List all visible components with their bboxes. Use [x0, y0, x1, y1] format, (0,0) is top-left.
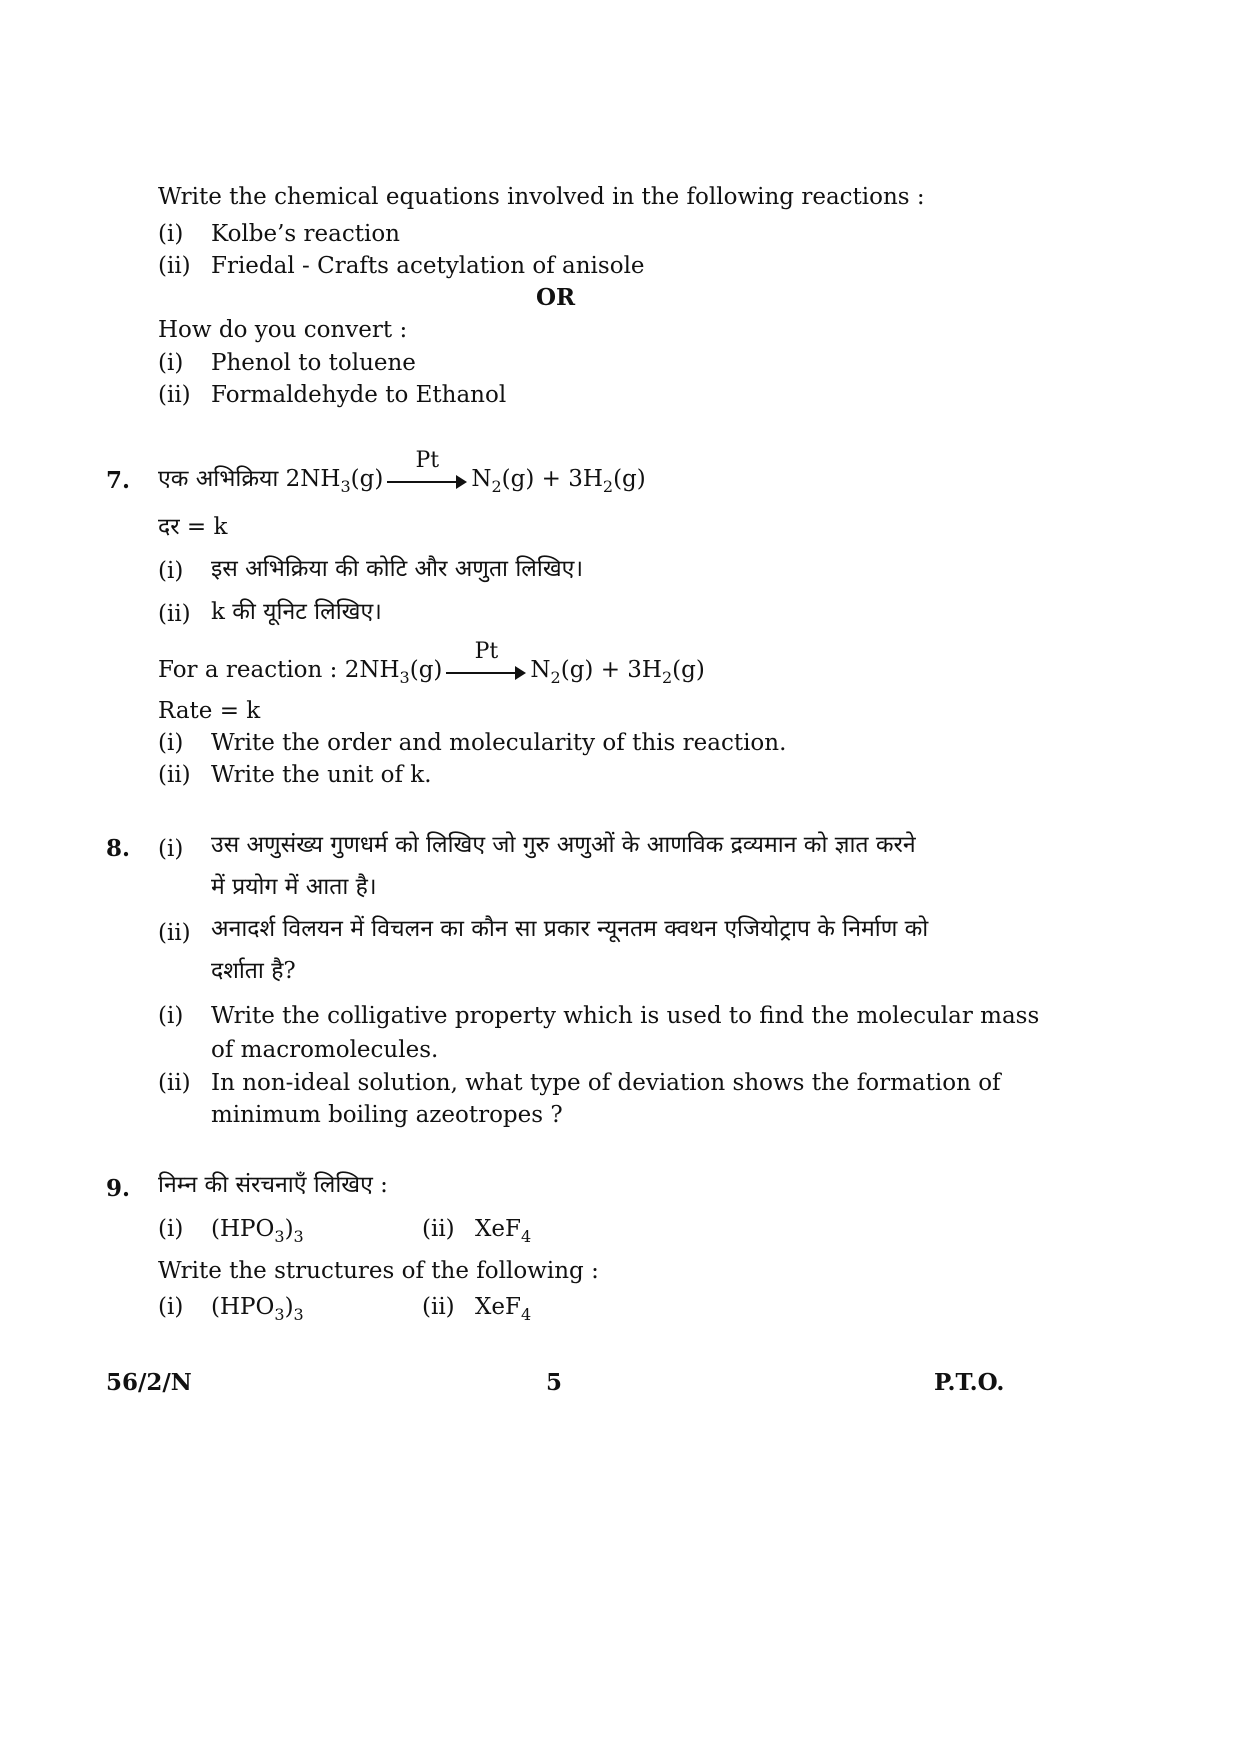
reactant: $2NH_3(g)$ [344, 657, 443, 687]
carryover-alt-item-i: Phenol to toluene [211, 350, 416, 376]
q7-english-prefix: For a reaction : [158, 657, 338, 683]
q7-hindi-equation [158, 448, 646, 496]
q8-english-label-ii: (ii) [158, 1070, 191, 1096]
q7-english-label-ii: (ii) [158, 762, 191, 788]
carryover-label-ii: (ii) [158, 253, 191, 279]
catalyst-label: Pt [415, 448, 440, 473]
q7-english-label-i: (i) [158, 730, 184, 756]
q8-hindi-item-ii-line1: अनादर्श विलयन में विचलन का कौन सा प्रकार न्यूनतम क्वथन एजियोट्राप के निर्माण को [211, 916, 929, 942]
q9-hindi-formula-xef4: XeF$_4$ [475, 1216, 532, 1246]
question-number-7: 7. [106, 467, 131, 494]
q9-english-formula-hpo3: $(HPO_3)_3$ [211, 1294, 304, 1324]
question-number-8: 8. [106, 835, 131, 862]
q8-hindi-item-i-line1: उस अणुसंख्य गुणधर्म को लिखिए जो गुरु अणुओं के आणविक द्रव्यमान को ज्ञात करने [211, 832, 916, 858]
q9-hindi-formula-hpo3: $(HPO_3)_3$ [211, 1216, 304, 1246]
q7-english-rate: Rate = k [158, 698, 261, 724]
or-divider: OR [536, 284, 576, 311]
q8-english-item-ii-line1: In non-ideal solution, what type of deviation shows the formation of [211, 1070, 1001, 1096]
reactant: $2NH_3(g)$ [285, 466, 384, 496]
products: $N_2(g) + 3H_2(g)$ [471, 466, 646, 496]
q8-english-label-i: (i) [158, 1003, 184, 1029]
q8-hindi-item-i-line2: में प्रयोग में आता है। [211, 874, 377, 900]
catalyst-label: Pt [474, 639, 499, 664]
q7-english-item-ii: Write the unit of k. [211, 762, 432, 788]
q9-hindi-intro: निम्न की संरचनाएँ लिखिए : [158, 1172, 388, 1198]
carryover-label-i: (i) [158, 221, 184, 247]
q9-english-label-ii: (ii) [422, 1294, 455, 1320]
carryover-alt-label-i: (i) [158, 350, 184, 376]
carryover-alt-intro: How do you convert : [158, 317, 408, 343]
carryover-alt-item-ii: Formaldehyde to Ethanol [211, 382, 507, 408]
paper-code: 56/2/N [106, 1369, 192, 1396]
q7-hindi-label-ii: (ii) [158, 601, 191, 627]
q8-english-item-ii-line2: minimum boiling azeotropes ? [211, 1102, 563, 1128]
q7-english-item-i: Write the order and molecularity of this reaction. [211, 730, 787, 756]
carryover-intro: Write the chemical equations involved in the following reactions : [158, 184, 925, 210]
q7-hindi-item-ii: k की यूनिट लिखिए। [211, 599, 382, 625]
question-number-9: 9. [106, 1175, 131, 1202]
q9-english-label-i: (i) [158, 1294, 184, 1320]
carryover-alt-label-ii: (ii) [158, 382, 191, 408]
q8-english-item-i-line1: Write the colligative property which is used to find the molecular mass [211, 1003, 1040, 1029]
carryover-item-i: Kolbe’s reaction [211, 221, 400, 247]
q9-english-formula-xef4: XeF$_4$ [475, 1294, 532, 1324]
q9-hindi-label-ii: (ii) [422, 1216, 455, 1242]
q8-hindi-label-ii: (ii) [158, 920, 191, 946]
q9-english-intro: Write the structures of the following : [158, 1258, 599, 1284]
q7-english-equation [158, 639, 705, 687]
q9-hindi-label-i: (i) [158, 1216, 184, 1242]
reaction-arrow [387, 448, 467, 490]
q7-hindi-label-i: (i) [158, 558, 184, 584]
q7-hindi-item-i: इस अभिक्रिया की कोटि और अणुता लिखिए। [211, 556, 584, 582]
q8-hindi-item-ii-line2: दर्शाता है? [211, 958, 296, 984]
pto-label: P.T.O. [934, 1369, 1005, 1396]
products: $N_2(g) + 3H_2(g)$ [530, 657, 705, 687]
page-number: 5 [546, 1369, 563, 1396]
q8-english-item-i-line2: of macromolecules. [211, 1037, 439, 1063]
reaction-arrow [446, 639, 526, 681]
q7-hindi-rate: दर = k [158, 514, 228, 540]
q8-hindi-label-i: (i) [158, 836, 184, 862]
carryover-item-ii: Friedal - Crafts acetylation of anisole [211, 253, 645, 279]
q7-hindi-prefix: एक अभिक्रिया [158, 466, 279, 492]
